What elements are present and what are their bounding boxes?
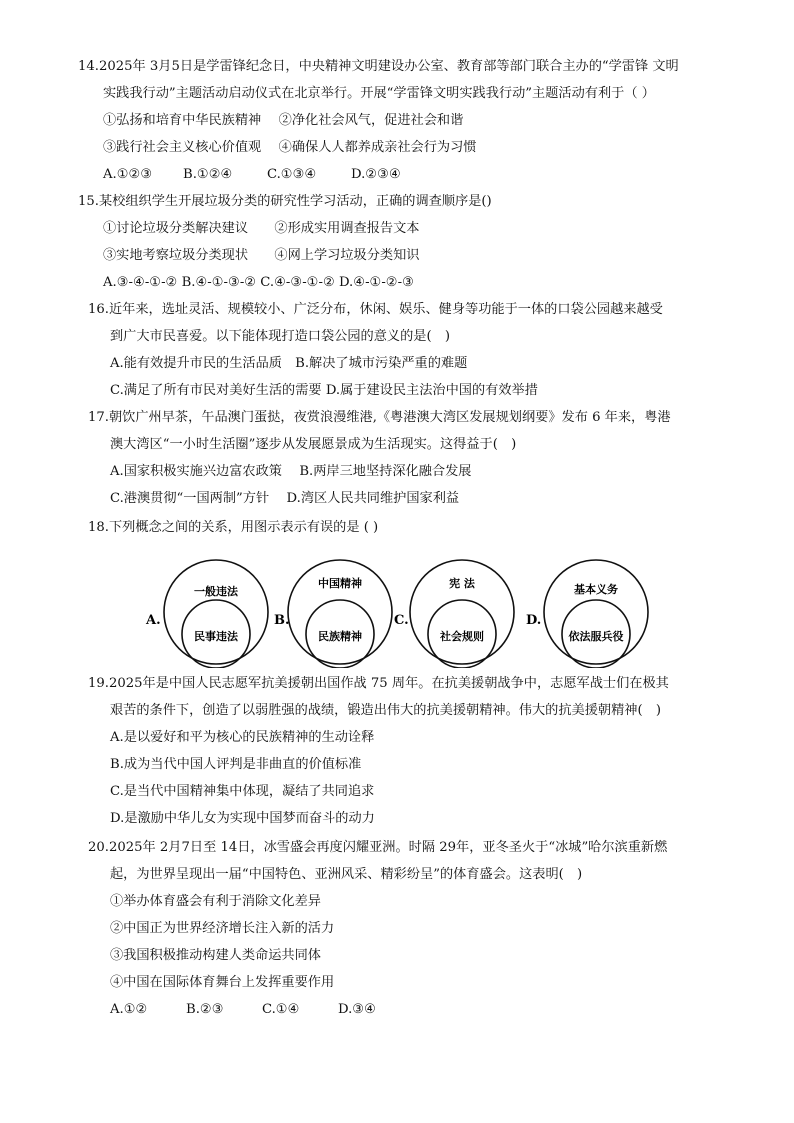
question-20-statement-1: ①举办体育盛会有利于消除文化差异 bbox=[110, 894, 321, 909]
question-15-stem: 15.某校组织学生开展垃圾分类的研究性学习活动，正确的调查顺序是() bbox=[78, 194, 492, 209]
question-20-statement-4: ④中国在国际体育舞台上发挥重要作用 bbox=[110, 975, 335, 990]
question-15-options[interactable]: A.③-④-①-② B.④-①-③-② C.④-③-①-② D.④-①-②-③ bbox=[103, 275, 414, 290]
question-19-option-d[interactable]: D.是激励中华儿女为实现中国梦而奋斗的动力 bbox=[110, 811, 375, 826]
question-19-option-b[interactable]: B.成为当代中国人评判是非曲直的价值标准 bbox=[110, 757, 362, 772]
diagram-option-b[interactable] bbox=[274, 560, 392, 668]
diagram-option-a[interactable] bbox=[145, 560, 268, 668]
outer-circle-b bbox=[288, 560, 392, 664]
outer-label-c: 宪 法 bbox=[449, 577, 475, 590]
outer-label-a: 一般违法 bbox=[194, 585, 238, 598]
question-20-stem-line-2: 起，为世界呈现出一届“中国特色、亚洲风采、精彩纷呈”的体育盛会。这表明( ) bbox=[110, 867, 583, 882]
inner-label-d: 依法服兵役 bbox=[568, 630, 624, 643]
inner-label-b: 民族精神 bbox=[318, 630, 362, 643]
question-16-options-line-1[interactable]: A.能有效提升市民的生活品质 B.解决了城市污染严重的难题 bbox=[110, 356, 468, 371]
question-17-options-line-2[interactable]: C.港澳贯彻“一国两制”方针 D.湾区人民共同维护国家利益 bbox=[110, 491, 460, 506]
question-20-stem-line-1: 20.2025年 2月7日至 14日，冰雪盛会再度闪耀亚洲。时隔 29年，亚冬圣火于“冰城”哈尔滨重新燃 bbox=[88, 840, 668, 855]
outer-circle-c bbox=[410, 560, 514, 664]
question-17-options-line-1[interactable]: A.国家积极实施兴边富农政策 B.两岸三地坚持深化融合发展 bbox=[110, 464, 472, 479]
question-18-stem: 18.下列概念之间的关系，用图示表示有误的是 ( ) bbox=[88, 520, 379, 535]
question-14-statement-1: ①弘扬和培育中华民族精神 ②净化社会风气，促进社会和谐 bbox=[103, 113, 464, 128]
question-14-stem-line-1: 14.2025年 3月5日是学雷锋纪念日，中央精神文明建设办公室、教育部等部门联合主办的“学雷锋 文明 bbox=[78, 59, 679, 74]
option-a[interactable]: A.①②③ bbox=[103, 167, 153, 182]
option-d[interactable]: D.②③④ bbox=[351, 167, 401, 182]
diagram-option-d[interactable] bbox=[526, 560, 648, 668]
question-14-statement-2: ③践行社会主义核心价值观 ④确保人人都养成亲社会行为习惯 bbox=[103, 140, 477, 155]
concept-diagram-svg bbox=[140, 558, 660, 668]
diagram-option-c[interactable] bbox=[394, 560, 514, 668]
option-a[interactable]: A.①② bbox=[110, 1002, 148, 1017]
question-19-option-a[interactable]: A.是以爱好和平为核心的民族精神的生动诠释 bbox=[110, 730, 375, 745]
option-c[interactable]: C.①③④ bbox=[267, 167, 317, 182]
diagram-letter-a: A. bbox=[146, 613, 161, 628]
question-16-options-line-2[interactable]: C.满足了所有市民对美好生活的需要 D.属于建设民主法治中国的有效举措 bbox=[110, 383, 538, 398]
question-16-stem-line-2: 到广大市民喜爱。以下能体现打造口袋公园的意义的是( ) bbox=[110, 329, 450, 344]
question-15-statement-2: ③实地考察垃圾分类现状 ④网上学习垃圾分类知识 bbox=[103, 248, 420, 263]
question-19-stem-line-1: 19.2025年是中国人民志愿军抗美援朝出国作战 75 周年。在抗美援朝战争中，志愿军战士们在极其 bbox=[88, 676, 669, 691]
concept-diagram bbox=[140, 558, 660, 668]
question-19-stem-line-2: 艰苦的条件下，创造了以弱胜强的战绩，锻造出伟大的抗美援朝精神。伟大的抗美援朝精神( ) bbox=[110, 703, 661, 718]
option-c[interactable]: C.①④ bbox=[262, 1002, 300, 1017]
question-20-statement-2: ②中国正为世界经济增长注入新的活力 bbox=[110, 921, 335, 936]
diagram-letter-b: B. bbox=[274, 613, 290, 628]
option-b[interactable]: B.②③ bbox=[186, 1002, 224, 1017]
question-20-statement-3: ③我国积极推动构建人类命运共同体 bbox=[110, 948, 321, 963]
option-d[interactable]: D.③④ bbox=[338, 1002, 376, 1017]
diagram-letter-d: D. bbox=[526, 613, 542, 628]
outer-label-b: 中国精神 bbox=[318, 577, 362, 590]
question-15-statement-1: ①讨论垃圾分类解决建议 ②形成实用调查报告文本 bbox=[103, 221, 420, 236]
diagram-letter-c: C. bbox=[394, 613, 409, 628]
question-20-options bbox=[110, 1001, 376, 1019]
outer-label-d: 基本义务 bbox=[574, 583, 618, 596]
question-14-options bbox=[103, 166, 401, 184]
inner-label-a: 民事违法 bbox=[194, 630, 238, 643]
inner-label-c: 社会规则 bbox=[440, 630, 484, 643]
question-19-option-c[interactable]: C.是当代中国精神集中体现，凝结了共同追求 bbox=[110, 784, 375, 799]
outer-circle-a bbox=[164, 560, 268, 664]
question-17-stem-line-1: 17.朝饮广州早茶，午品澳门蛋挞，夜赏浪漫维港,《粤港澳大湾区发展规划纲要》发布 6 年来，粤港 bbox=[88, 410, 671, 425]
question-17-stem-line-2: 澳大湾区“一小时生活圈”逐步从发展愿景成为生活现实。这得益于( ) bbox=[110, 437, 517, 452]
question-14-stem-line-2: 实践我行动”主题活动启动仪式在北京举行。开展“学雷锋文明实践我行动”主题活动有利于（ ） bbox=[103, 86, 655, 101]
option-b[interactable]: B.①②④ bbox=[183, 167, 233, 182]
question-16-stem-line-1: 16.近年来，选址灵活、规模较小、广泛分布，休闲、娱乐、健身等功能于一体的口袋公园越来越受 bbox=[88, 302, 663, 317]
outer-circle-d bbox=[544, 560, 648, 664]
